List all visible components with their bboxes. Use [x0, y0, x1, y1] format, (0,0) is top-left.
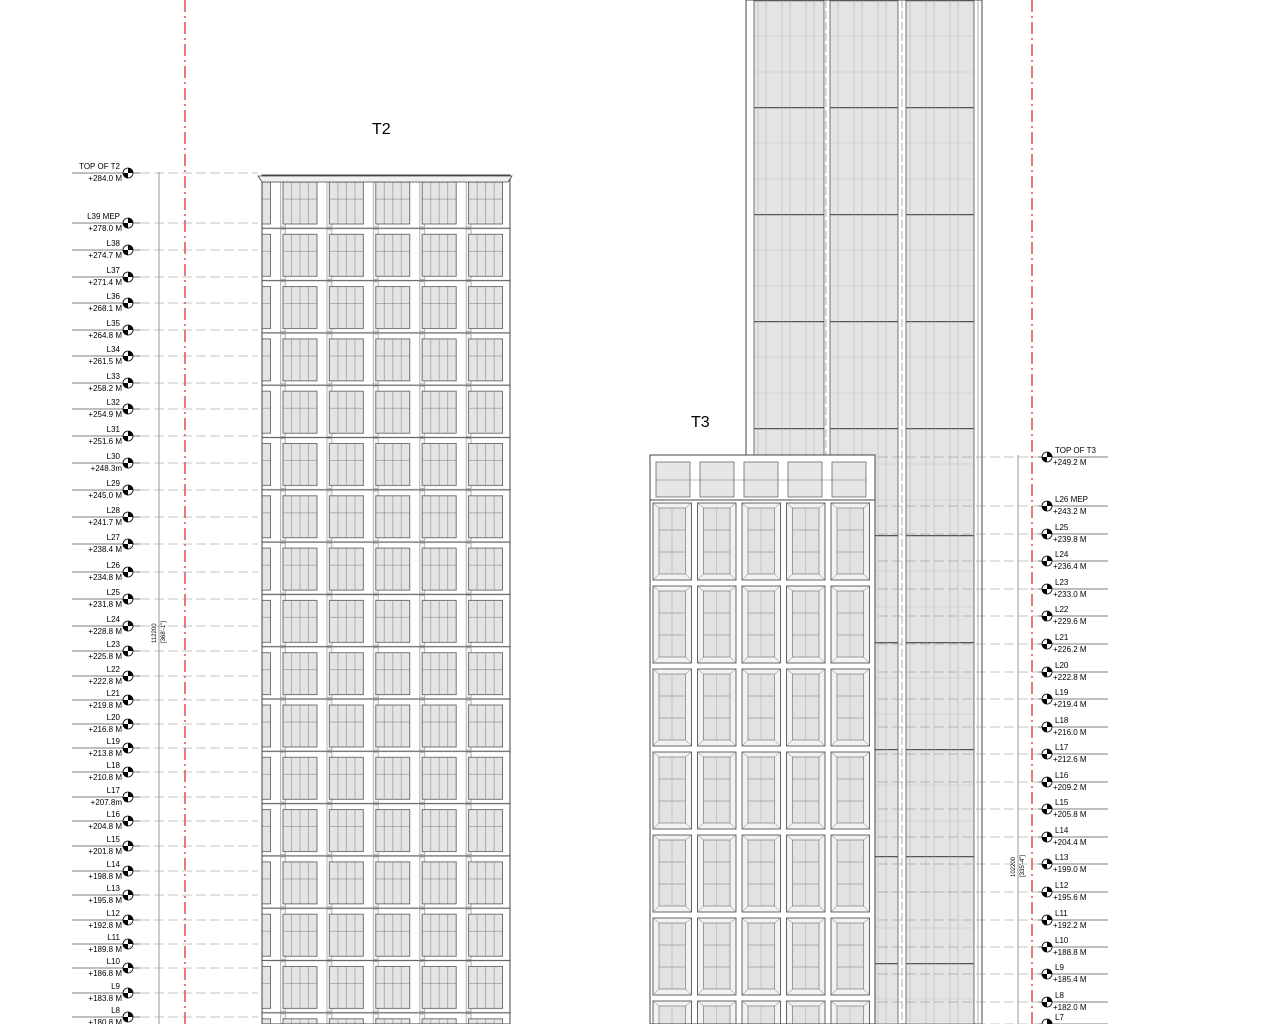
t2-level-elevation: +254.9 M: [88, 410, 122, 419]
level-datum-quadrant: [123, 724, 128, 729]
t2-level-name: L28: [106, 506, 120, 515]
t3-level-name: L16: [1055, 771, 1069, 780]
t2-level-marker: [72, 239, 258, 260]
t2-level-marker: [72, 479, 258, 500]
t3-level-name: L20: [1055, 661, 1069, 670]
t2-level-marker: [72, 1006, 258, 1024]
level-datum-quadrant: [123, 895, 128, 900]
t2-level-elevation: +204.8 M: [88, 822, 122, 831]
level-datum-quadrant: [1042, 534, 1047, 539]
t3-level-name: L13: [1055, 853, 1069, 862]
t2-level-elevation: +207.8m: [90, 798, 122, 807]
level-datum-quadrant: [123, 544, 128, 549]
level-datum-quadrant: [1042, 561, 1047, 566]
t2-level-elevation: +284.0 M: [88, 174, 122, 183]
t2-level-name: L20: [106, 713, 120, 722]
level-datum-quadrant: [123, 356, 128, 361]
level-datum-quadrant: [123, 920, 128, 925]
tower-t3-title: T3: [691, 414, 710, 431]
t2-level-marker: [72, 506, 258, 527]
t3-level-elevation: +249.2 M: [1053, 458, 1087, 467]
t2-level-elevation: +225.8 M: [88, 652, 122, 661]
t3-level-elevation: +236.4 M: [1053, 562, 1087, 571]
level-datum-quadrant: [1047, 969, 1052, 974]
t2-level-marker: [72, 319, 258, 340]
t2-level-marker: [72, 425, 258, 446]
t2-level-elevation: +192.8 M: [88, 921, 122, 930]
t3-level-name: L7: [1055, 1013, 1064, 1022]
level-datum-quadrant: [128, 646, 133, 651]
level-datum-quadrant: [1047, 997, 1052, 1002]
level-datum-quadrant: [123, 944, 128, 949]
t2-level-name: L23: [106, 640, 120, 649]
level-datum-quadrant: [1042, 809, 1047, 814]
t3-level-elevation: +199.0 M: [1053, 865, 1087, 874]
level-datum-quadrant: [1042, 589, 1047, 594]
t3-dimension-imperial: [335'-4"]: [1020, 855, 1026, 877]
level-datum-quadrant: [123, 173, 128, 178]
t2-level-elevation: +210.8 M: [88, 773, 122, 782]
t3-level-name: L9: [1055, 963, 1064, 972]
level-datum-quadrant: [1047, 1019, 1052, 1024]
t2-level-elevation: +268.1 M: [88, 304, 122, 313]
t2-level-marker: [72, 761, 258, 782]
t2-level-marker: [72, 810, 258, 831]
t2-level-elevation: +219.8 M: [88, 701, 122, 710]
level-datum-quadrant: [128, 767, 133, 772]
level-datum-quadrant: [1047, 694, 1052, 699]
level-datum-quadrant: [1042, 727, 1047, 732]
level-datum-quadrant: [1047, 804, 1052, 809]
level-datum-quadrant: [1047, 501, 1052, 506]
t2-level-name: L32: [106, 398, 120, 407]
level-datum-quadrant: [128, 671, 133, 676]
level-datum-quadrant: [1047, 915, 1052, 920]
t3-level-elevation: +243.2 M: [1053, 507, 1087, 516]
level-datum-quadrant: [123, 409, 128, 414]
level-datum-quadrant: [128, 168, 133, 173]
t3-level-name: L12: [1055, 881, 1069, 890]
t2-level-elevation: +271.4 M: [88, 278, 122, 287]
t2-level-elevation: +258.2 M: [88, 384, 122, 393]
t2-level-marker: [72, 588, 258, 609]
level-datum-quadrant: [123, 846, 128, 851]
level-datum-quadrant: [123, 463, 128, 468]
t3-level-elevation: +204.4 M: [1053, 838, 1087, 847]
t2-level-marker: [72, 561, 258, 582]
level-datum-quadrant: [1047, 639, 1052, 644]
t2-level-elevation: +183.8 M: [88, 994, 122, 1003]
t2-level-name: L14: [106, 860, 120, 869]
t2-level-name: L18: [106, 761, 120, 770]
t2-level-marker: [72, 292, 258, 313]
t2-level-name: L34: [106, 345, 120, 354]
t2-level-marker: [72, 266, 258, 287]
t3-level-name: L15: [1055, 798, 1069, 807]
t3-level-elevation: +222.8 M: [1053, 673, 1087, 682]
t2-level-elevation: +231.8 M: [88, 600, 122, 609]
level-datum-quadrant: [1042, 782, 1047, 787]
t2-level-name: L36: [106, 292, 120, 301]
level-datum-quadrant: [128, 621, 133, 626]
level-datum-quadrant: [1042, 1002, 1047, 1007]
t2-level-name: L17: [106, 786, 120, 795]
level-datum-quadrant: [123, 748, 128, 753]
t2-level-elevation: +245.0 M: [88, 491, 122, 500]
level-datum-quadrant: [1042, 644, 1047, 649]
t2-level-name: L11: [107, 933, 120, 942]
t3-level-name: TOP OF T3: [1055, 446, 1096, 455]
t3-level-elevation: +229.6 M: [1053, 617, 1087, 626]
level-datum-quadrant: [1042, 672, 1047, 677]
t2-level-elevation: +186.8 M: [88, 969, 122, 978]
t2-dimension-value: 112200: [152, 623, 158, 643]
level-datum-quadrant: [1047, 667, 1052, 672]
t2-level-elevation: +261.5 M: [88, 357, 122, 366]
level-datum-quadrant: [1047, 529, 1052, 534]
level-datum-quadrant: [123, 871, 128, 876]
t3-level-elevation: +212.6 M: [1053, 755, 1087, 764]
level-datum-quadrant: [123, 772, 128, 777]
level-datum-quadrant: [128, 431, 133, 436]
t3-level-elevation: +219.4 M: [1053, 700, 1087, 709]
t2-level-name: L12: [106, 909, 120, 918]
t2-level-name: L30: [106, 452, 120, 461]
t2-level-marker: [72, 345, 258, 366]
level-datum-quadrant: [1042, 947, 1047, 952]
level-datum-quadrant: [128, 816, 133, 821]
level-datum-quadrant: [128, 351, 133, 356]
t2-level-marker: [72, 933, 258, 954]
level-datum-quadrant: [128, 539, 133, 544]
level-datum-quadrant: [1047, 832, 1052, 837]
level-datum-quadrant: [128, 594, 133, 599]
t2-level-marker: [72, 957, 258, 978]
level-datum-quadrant: [123, 599, 128, 604]
level-datum-quadrant: [123, 968, 128, 973]
level-datum-quadrant: [1042, 506, 1047, 511]
level-datum-quadrant: [128, 792, 133, 797]
t3-level-elevation: +205.8 M: [1053, 810, 1087, 819]
t2-level-elevation: +222.8 M: [88, 677, 122, 686]
level-datum-quadrant: [123, 651, 128, 656]
t2-level-elevation: +189.8 M: [88, 945, 122, 954]
t2-level-name: L16: [106, 810, 120, 819]
t2-level-elevation: +195.8 M: [88, 896, 122, 905]
t3-level-elevation: +195.6 M: [1053, 893, 1087, 902]
level-datum-quadrant: [128, 1012, 133, 1017]
level-datum-quadrant: [123, 572, 128, 577]
t3-level-elevation: +192.2 M: [1053, 921, 1087, 930]
t2-level-marker: [72, 835, 258, 856]
level-datum-quadrant: [1047, 722, 1052, 727]
t2-level-marker: [72, 713, 258, 734]
t3-level-name: L22: [1055, 605, 1069, 614]
t2-level-name: L39 MEP: [87, 212, 120, 221]
t2-level-marker: [72, 982, 258, 1003]
t2-level-marker: [72, 909, 258, 930]
t2-level-marker: [72, 884, 258, 905]
t3-level-name: L10: [1055, 936, 1069, 945]
t3-level-elevation: +182.0 M: [1053, 1003, 1087, 1012]
tower-t3-facade: [650, 455, 875, 1024]
t2-level-marker: [72, 452, 258, 473]
level-datum-quadrant: [123, 490, 128, 495]
level-datum-quadrant: [128, 218, 133, 223]
t3-level-name: L8: [1055, 991, 1064, 1000]
t3-level-name: L18: [1055, 716, 1069, 725]
level-datum-quadrant: [128, 963, 133, 968]
t3-dimension: [1011, 455, 1026, 1024]
level-datum-quadrant: [1047, 777, 1052, 782]
t3-dimension-value: 102200: [1011, 856, 1017, 877]
t2-level-elevation: +241.7 M: [88, 518, 122, 527]
t3-level-elevation: +226.2 M: [1053, 645, 1087, 654]
t2-level-name: L26: [106, 561, 120, 570]
t2-level-name: L24: [106, 615, 120, 624]
t3-level-name: L19: [1055, 688, 1069, 697]
level-datum-quadrant: [123, 1017, 128, 1022]
t2-level-name: L31: [106, 425, 120, 434]
t2-level-name: L21: [106, 689, 120, 698]
t3-level-elevation: +216.0 M: [1053, 728, 1087, 737]
level-datum-quadrant: [123, 821, 128, 826]
level-datum-quadrant: [128, 298, 133, 303]
t2-level-name: L13: [106, 884, 120, 893]
level-datum-quadrant: [123, 436, 128, 441]
level-datum-quadrant: [128, 325, 133, 330]
level-datum-quadrant: [123, 303, 128, 308]
t2-level-marker: [72, 665, 258, 686]
t2-dimension: [152, 172, 167, 1024]
t2-level-name: L19: [106, 737, 120, 746]
t2-level-elevation: +234.8 M: [88, 573, 122, 582]
t2-level-marker: [72, 372, 258, 393]
level-datum-quadrant: [128, 404, 133, 409]
level-datum-quadrant: [1042, 864, 1047, 869]
level-datum-quadrant: [1042, 974, 1047, 979]
level-datum-quadrant: [1042, 892, 1047, 897]
t2-level-name: L37: [106, 266, 120, 275]
level-datum-quadrant: [1042, 616, 1047, 621]
t3-level-name: L24: [1055, 550, 1069, 559]
t2-level-marker: [72, 398, 258, 419]
level-datum-quadrant: [128, 743, 133, 748]
t2-level-name: L15: [106, 835, 120, 844]
level-datum-quadrant: [1047, 749, 1052, 754]
t2-level-name: L8: [111, 1006, 120, 1015]
level-datum-quadrant: [1047, 452, 1052, 457]
t2-level-name: L22: [106, 665, 120, 674]
level-datum-quadrant: [128, 378, 133, 383]
level-datum-quadrant: [123, 383, 128, 388]
level-datum-quadrant: [1047, 584, 1052, 589]
t2-level-marker: [72, 162, 258, 183]
level-datum-quadrant: [123, 250, 128, 255]
t2-level-name: L27: [106, 533, 120, 542]
t3-level-elevation: +209.2 M: [1053, 783, 1087, 792]
level-datum-quadrant: [128, 719, 133, 724]
level-datum-quadrant: [123, 797, 128, 802]
t3-level-name: L21: [1055, 633, 1069, 642]
level-datum-quadrant: [123, 993, 128, 998]
t2-level-elevation: +278.0 M: [88, 224, 122, 233]
level-datum-quadrant: [1042, 699, 1047, 704]
t2-level-elevation: +216.8 M: [88, 725, 122, 734]
level-datum-quadrant: [1047, 859, 1052, 864]
level-datum-quadrant: [128, 245, 133, 250]
level-datum-quadrant: [128, 272, 133, 277]
t2-level-marker: [72, 860, 258, 881]
t2-dimension-imperial: [368'-1"]: [161, 621, 167, 643]
t2-level-name: L35: [106, 319, 120, 328]
t3-level-elevation: +233.0 M: [1053, 590, 1087, 599]
t3-level-elevation: +188.8 M: [1053, 948, 1087, 957]
level-datum-quadrant: [1047, 556, 1052, 561]
t2-level-markers: [72, 162, 258, 1024]
level-datum-quadrant: [128, 890, 133, 895]
t2-level-elevation: +248.3m: [90, 464, 122, 473]
t3-level-name: L14: [1055, 826, 1069, 835]
level-datum-quadrant: [128, 988, 133, 993]
t2-level-elevation: +274.7 M: [88, 251, 122, 260]
t2-level-elevation: +201.8 M: [88, 847, 122, 856]
level-datum-quadrant: [1042, 920, 1047, 925]
level-datum-quadrant: [128, 567, 133, 572]
level-datum-quadrant: [123, 700, 128, 705]
t2-level-marker: [72, 786, 258, 807]
t2-level-elevation: +251.6 M: [88, 437, 122, 446]
t2-level-elevation: +228.8 M: [88, 627, 122, 636]
t2-level-name: L25: [106, 588, 120, 597]
level-datum-quadrant: [123, 676, 128, 681]
level-datum-quadrant: [123, 517, 128, 522]
t2-level-elevation: +180.8 M: [88, 1018, 122, 1024]
level-datum-quadrant: [128, 485, 133, 490]
t3-level-elevation: +239.8 M: [1053, 535, 1087, 544]
t2-level-elevation: +264.8 M: [88, 331, 122, 340]
level-datum-quadrant: [123, 330, 128, 335]
t3-level-name: L26 MEP: [1055, 495, 1088, 504]
level-datum-quadrant: [1042, 837, 1047, 842]
level-datum-quadrant: [1042, 457, 1047, 462]
t2-level-elevation: +198.8 M: [88, 872, 122, 881]
t2-level-name: L9: [111, 982, 120, 991]
t3-level-name: L17: [1055, 743, 1069, 752]
t2-level-name: L10: [106, 957, 120, 966]
level-datum-quadrant: [128, 915, 133, 920]
t2-level-name: L29: [106, 479, 120, 488]
t3-level-name: L23: [1055, 578, 1069, 587]
level-datum-quadrant: [1047, 887, 1052, 892]
t2-level-name: L38: [106, 239, 120, 248]
t3-level-name: L11: [1055, 909, 1068, 918]
t2-level-marker: [72, 689, 258, 710]
tower-t2-facade: [258, 175, 512, 1024]
level-datum-quadrant: [123, 277, 128, 282]
level-datum-quadrant: [128, 841, 133, 846]
level-datum-quadrant: [128, 458, 133, 463]
level-datum-quadrant: [128, 939, 133, 944]
t2-level-marker: [72, 737, 258, 758]
t2-level-elevation: +213.8 M: [88, 749, 122, 758]
level-datum-quadrant: [128, 866, 133, 871]
t2-level-marker: [72, 533, 258, 554]
t2-level-elevation: +238.4 M: [88, 545, 122, 554]
level-datum-quadrant: [1047, 942, 1052, 947]
t2-level-name: L33: [106, 372, 120, 381]
tower-t2-title: T2: [372, 121, 391, 138]
level-datum-quadrant: [123, 626, 128, 631]
t3-level-elevation: +185.4 M: [1053, 975, 1087, 984]
level-datum-quadrant: [128, 695, 133, 700]
level-datum-quadrant: [1047, 611, 1052, 616]
level-datum-quadrant: [1042, 754, 1047, 759]
t3-level-name: L25: [1055, 523, 1069, 532]
level-datum-quadrant: [128, 512, 133, 517]
t2-level-name: TOP OF T2: [79, 162, 120, 171]
level-datum-quadrant: [123, 223, 128, 228]
t2-level-marker: [72, 212, 258, 233]
